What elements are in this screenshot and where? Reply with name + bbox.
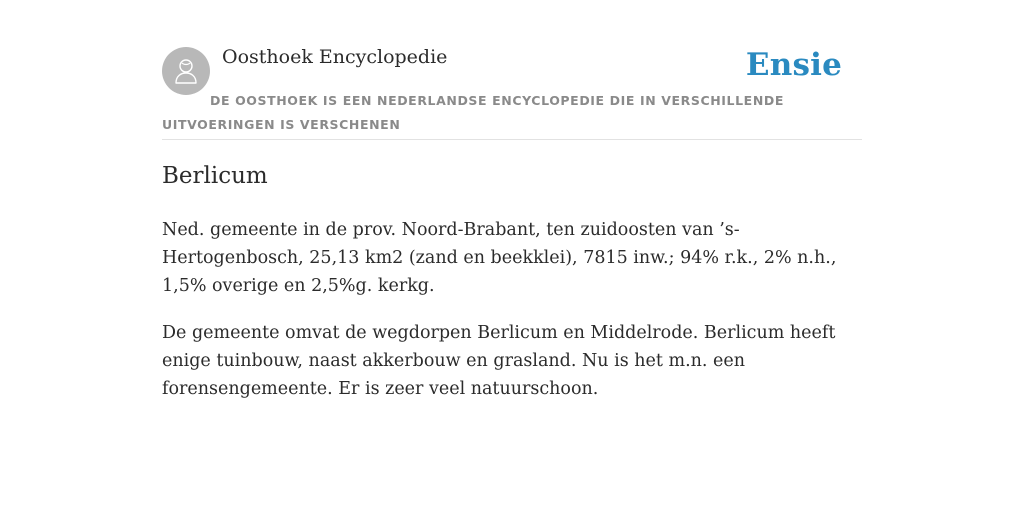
avatar[interactable]	[162, 47, 210, 95]
user-icon	[172, 56, 200, 86]
source-title[interactable]: Oosthoek Encyclopedie	[222, 46, 448, 68]
article-paragraph: Ned. gemeente in de prov. Noord-Brabant, ten zuidoosten van ’s-Hertogenbosch, 25,13 km2 (zand en beekklei), 7815 inw.; 94% r.k., 2% n.h., 1,5% overige en 2,5%g. kerkg.	[162, 220, 837, 296]
source-description: DE OOSTHOEK IS EEN NEDERLANDSE ENCYCLOPEDIE DIE IN VERSCHILLENDE UITVOERINGEN IS VERSCHENEN	[162, 93, 784, 132]
article-body	[162, 216, 862, 422]
source-header	[162, 0, 862, 140]
article-title: Berlicum	[162, 163, 268, 189]
page	[162, 0, 862, 399]
article-paragraph: De gemeente omvat de wegdorpen Berlicum en Middelrode. Berlicum heeft enige tuinbouw, naast akkerbouw en grasland. Nu is het m.n. een forensengemeente. Er is zeer veel natuurschoon.	[162, 323, 836, 399]
brand-logo[interactable]: Ensie	[745, 47, 842, 83]
